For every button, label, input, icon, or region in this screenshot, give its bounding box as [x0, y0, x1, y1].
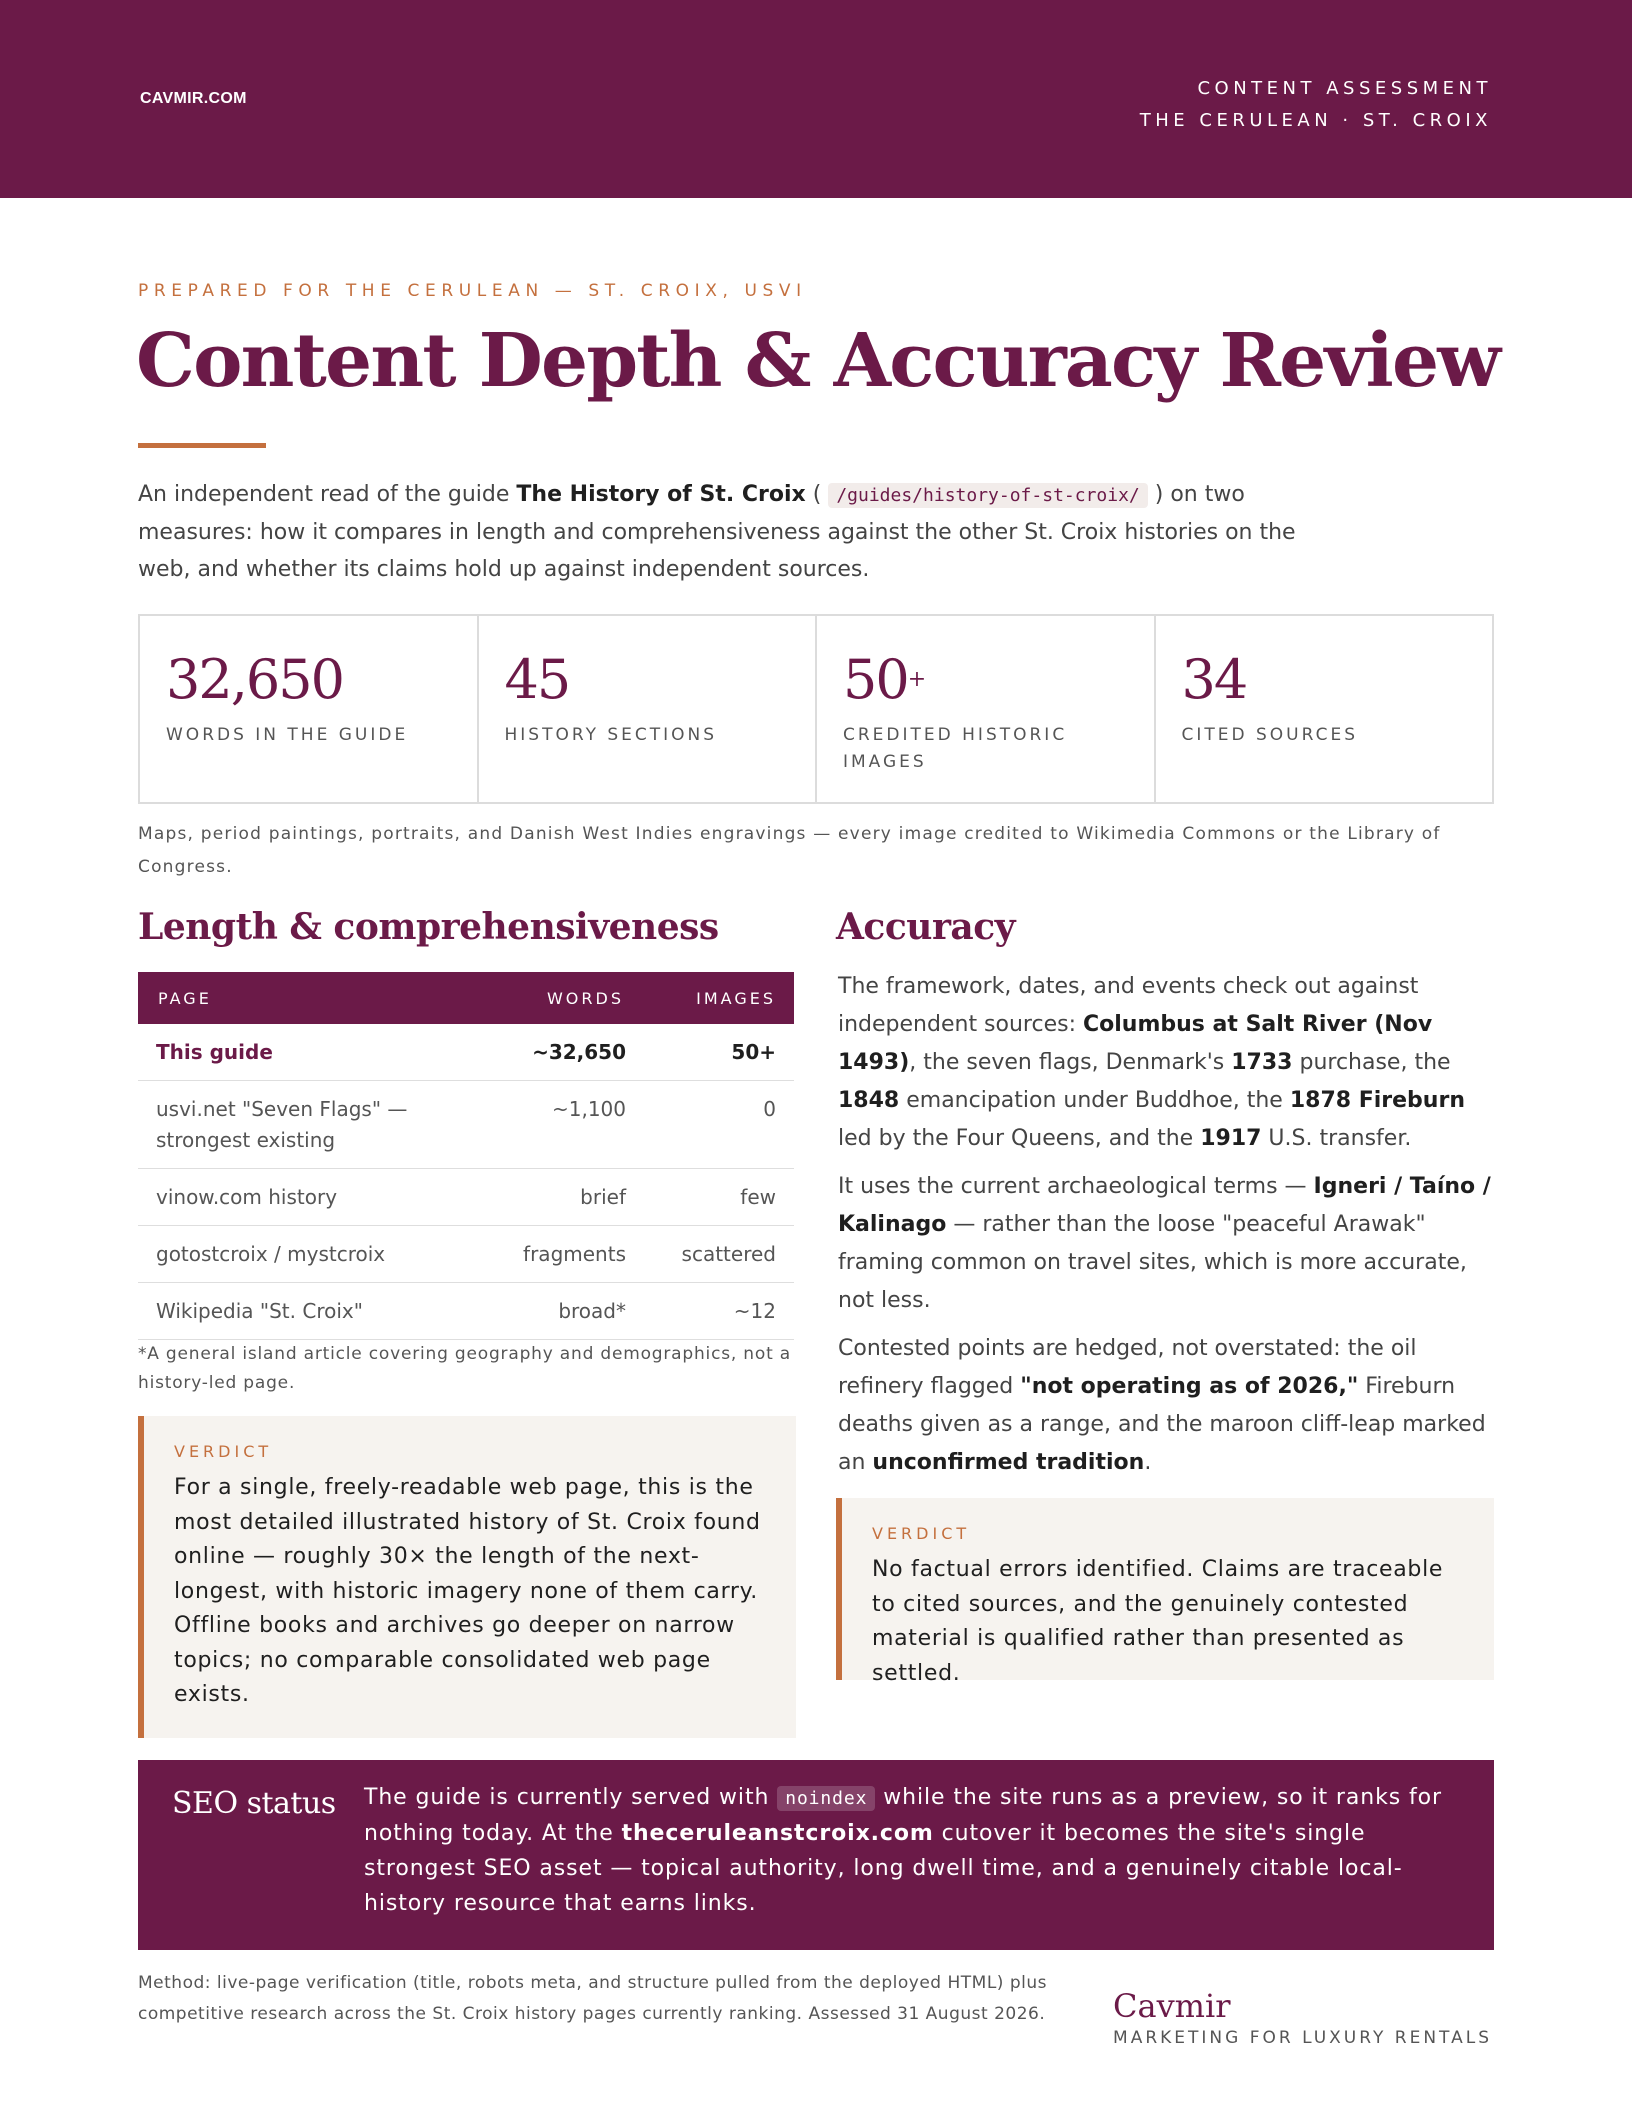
method-note: Method: live-page verification (title, robots meta, and structure pulled from the deployed HTML) plus competitive research across the St. Croix history pages currently ranking. Assessed 31 August 2026.: [138, 1973, 1047, 2024]
brand-link[interactable]: CAVMIR.COM: [140, 90, 247, 107]
table-row: Wikipedia "St. Croix" broad* ~12: [138, 1283, 794, 1340]
page-title: Content Depth & Accuracy Review: [136, 318, 1500, 404]
stat-sections: 45 HISTORY SECTIONS: [479, 616, 818, 802]
doc-subject: THE CERULEAN · ST. CROIX: [1139, 110, 1492, 131]
header-bar: [0, 0, 1632, 198]
accuracy-verdict: VERDICT No factual errors identified. Claims are traceable to cited sources, and the genuinely contested material is qualified rather than presented as settled.: [836, 1498, 1494, 1680]
table-row: gotostcroix / mystcroix fragments scattered: [138, 1226, 794, 1283]
footer-brand: [1113, 1986, 1492, 2048]
stat-images: 50+ CREDITED HISTORIC IMAGES: [817, 616, 1156, 802]
accuracy-paragraph: Contested points are hedged, not overstated: the oil refinery flagged "not operating as of 2026," Fireburn deaths given as a range, and the maroon cliff-leap marked an unconfirmed tradition.: [838, 1336, 1486, 1475]
accuracy-paragraph: The framework, dates, and events check out against independent sources: Columbus at Salt River (Nov 1493), the seven flags, Denmark's 1733 purchase, the 1848 emancipation under Buddhoe, the 1878 Fireburn led by the Four Queens, and the 1917 U.S. transfer.: [838, 974, 1465, 1151]
table-row: usvi.net "Seven Flags" — strongest existing ~1,100 0: [138, 1081, 794, 1169]
seo-title: SEO status: [172, 1786, 336, 1821]
comparison-table: [138, 972, 794, 1340]
accuracy-paragraph: It uses the current archaeological terms — Igneri / Taíno / Kalinago — rather than the loose "peaceful Arawak" framing common on travel sites, which is more accurate, not less.: [838, 1174, 1491, 1313]
accuracy-section-title: Accuracy: [836, 906, 1016, 948]
stats-panel: [138, 614, 1494, 804]
length-section-title: Length & comprehensiveness: [138, 906, 719, 948]
column-header-page: PAGE: [138, 972, 476, 1024]
stat-words: 32,650 WORDS IN THE GUIDE: [140, 616, 479, 802]
cavmir-logo: Cavmir: [1113, 1987, 1231, 2025]
prepared-for: PREPARED FOR THE CERULEAN — ST. CROIX, USVI: [138, 281, 807, 301]
guide-name: The History of St. Croix: [516, 482, 806, 507]
intro-paragraph: An independent read of the guide The History of St. Croix ( /guides/history-of-st-croix/ ) on two measures: how it compares in length and comprehensiveness against the other St. Croix histories on the web, and whether its claims hold up against independent sources.: [138, 482, 1296, 582]
title-divider: [138, 443, 266, 448]
header-doc-info: [1140, 73, 1492, 137]
site-domain: theceruleanstcroix.com: [621, 1821, 934, 1846]
stats-caption: Maps, period paintings, portraits, and Danish West Indies engravings — every image credited to Wikimedia Commons or the Library of Congress.: [138, 824, 1441, 877]
seo-status-panel: [138, 1760, 1494, 1950]
table-row: vinow.com history brief few: [138, 1169, 794, 1226]
stat-sources: 34 CITED SOURCES: [1181, 648, 1358, 745]
length-verdict: VERDICT For a single, freely-readable web page, this is the most detailed illustrated history of St. Croix found online — roughly 30× the length of the next-longest, with historic imagery none of them carry. Offline books and archives go deeper on narrow topics; no comparable consolidated web page exists.: [138, 1416, 796, 1738]
seo-text: The guide is currently served with noindex while the site runs as a preview, so it ranks for nothing today. At the theceruleanstcroix.com cutover it becomes the site's single strongest SEO asset — topical authority, long dwell time, and a genuinely citable local-history resource that earns links.: [364, 1785, 1442, 1916]
table-footnote: *A general island article covering geography and demographics, not a history-led page.: [138, 1344, 791, 1393]
column-header-images: IMAGES: [644, 972, 794, 1024]
doc-type: CONTENT ASSESSMENT: [1197, 78, 1492, 99]
guide-path: /guides/history-of-st-croix/: [828, 483, 1147, 508]
column-header-words: WORDS: [476, 972, 644, 1024]
table-row: This guide ~32,650 50+: [138, 1024, 794, 1081]
footer-tagline: MARKETING FOR LUXURY RENTALS: [1113, 2028, 1492, 2048]
accuracy-body: [838, 968, 1498, 1492]
noindex-code: noindex: [777, 1786, 875, 1811]
